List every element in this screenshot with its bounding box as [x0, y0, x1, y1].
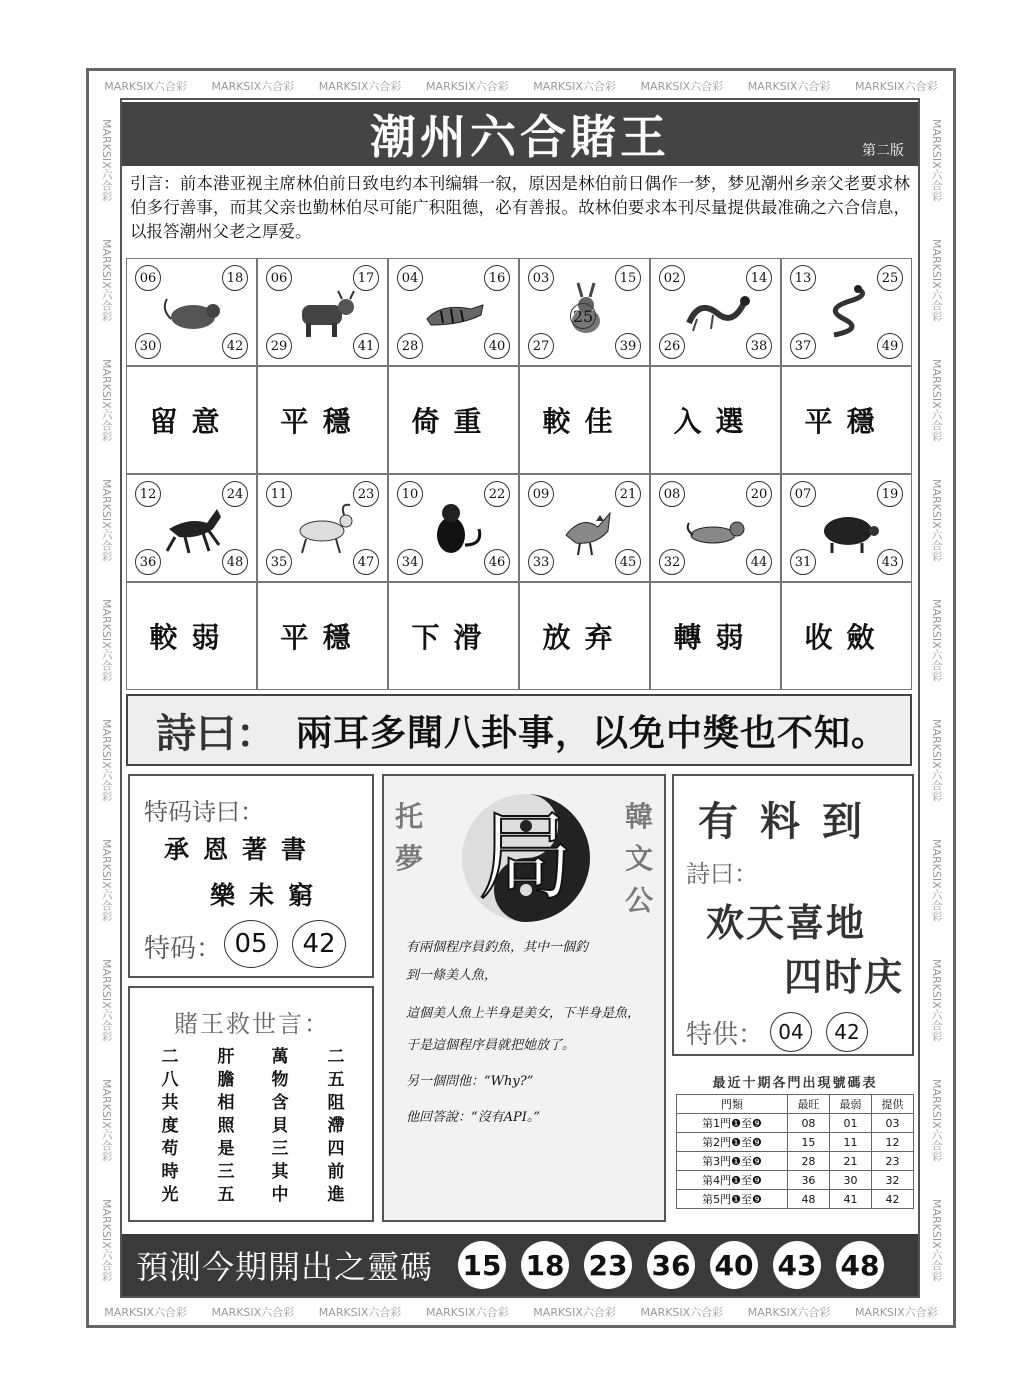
- ylz-box: [672, 774, 914, 1056]
- zodiac-number: 21: [615, 481, 641, 507]
- zodiac-number: 41: [353, 333, 379, 359]
- zodiac-number: 47: [353, 549, 379, 575]
- stats-caption: 最近十期各門出現號碼表: [712, 1076, 878, 1091]
- zodiac-number: 29: [266, 333, 292, 359]
- edition-label: 第二版: [856, 138, 910, 162]
- zodiac-number: 24: [222, 481, 248, 507]
- stats-cell: 32: [871, 1171, 913, 1190]
- zodiac-number: 13: [790, 265, 816, 291]
- saying-column: 二 五 阻 滯 四 前 進: [327, 1047, 345, 1205]
- ylz-phrase-2: 四时庆: [784, 955, 905, 999]
- zodiac-number: 18: [222, 265, 248, 291]
- zodiac-word: 轉弱: [650, 582, 781, 690]
- zodiac-cell: [519, 258, 650, 366]
- stats-header-cell: 最旺: [787, 1095, 829, 1114]
- zodiac-word: 平穩: [257, 366, 388, 474]
- zodiac-row-1-images: [126, 258, 912, 366]
- zodiac-number: 06: [266, 265, 292, 291]
- zodiac-word: 收斂: [781, 582, 912, 690]
- logo-character: 局: [478, 801, 574, 913]
- zodiac-number: 15: [615, 265, 641, 291]
- stats-cell: 23: [871, 1152, 913, 1171]
- page-title: 潮州六合賭王: [370, 110, 670, 164]
- watermark-bottom: MARKSIX六合彩 MARKSIX六合彩 MARKSIX六合彩 MARKSIX六合彩 MARKSIX六合彩 MARKSIX六合彩 MARKSIX六合彩 MARKSIX六合彩: [104, 1306, 938, 1319]
- horse-icon: [159, 495, 227, 561]
- zodiac-cell: [388, 474, 519, 582]
- story-line: 這個美人魚上半身是美女，下半身是魚，: [406, 1006, 641, 1021]
- stats-cell: 第5門❶至❾: [677, 1190, 788, 1209]
- poem-banner: [126, 694, 912, 766]
- story-line: 于是這個程序員就把她放了。: [406, 1038, 576, 1053]
- stats-header-cell: 提供: [871, 1095, 913, 1114]
- watermark-left: MARKSIX六合彩 MARKSIX六合彩 MARKSIX六合彩 MARKSIX六合彩 MARKSIX六合彩 MARKSIX六合彩 MARKSIX六合彩 MARKSIX六合彩 MARKSIX六合彩 MARKSIX六合彩: [100, 118, 113, 1282]
- story-line: 到一條美人魚，: [406, 968, 498, 983]
- dog-icon: [683, 495, 751, 561]
- saying-box: [128, 986, 374, 1222]
- zodiac-number: 36: [135, 549, 161, 575]
- zodiac-number: 08: [659, 481, 685, 507]
- zodiac-number: 07: [790, 481, 816, 507]
- prediction-ball: 15: [458, 1241, 506, 1289]
- zodiac-number: 31: [790, 549, 816, 575]
- prediction-ball: 23: [584, 1241, 632, 1289]
- stats-cell: 30: [829, 1171, 871, 1190]
- zodiac-cell: [781, 258, 912, 366]
- zodiac-number: 25: [877, 265, 903, 291]
- zodiac-number: 06: [135, 265, 161, 291]
- zodiac-number: 10: [397, 481, 423, 507]
- story-line: 他回答說：“沒有API。”: [406, 1110, 541, 1125]
- stats-header-row: [677, 1095, 914, 1114]
- stats-cell: 11: [829, 1133, 871, 1152]
- story-line: 另一個問他：“Why?”: [406, 1074, 534, 1089]
- overlay-number: 25: [570, 303, 596, 329]
- stats-cell: 28: [787, 1152, 829, 1171]
- zodiac-number: 28: [397, 333, 423, 359]
- saying-column: 肝 膽 相 照 是 三 五: [217, 1047, 235, 1205]
- story-line: 有兩個程序員釣魚，其中一個釣: [406, 940, 589, 955]
- zodiac-number: 20: [746, 481, 772, 507]
- goat-icon: [290, 495, 358, 561]
- zodiac-number: 14: [746, 265, 772, 291]
- zodiac-number: 44: [746, 549, 772, 575]
- zodiac-number: 42: [222, 333, 248, 359]
- zodiac-number: 23: [353, 481, 379, 507]
- watermark-top: MARKSIX六合彩 MARKSIX六合彩 MARKSIX六合彩 MARKSIX六合彩 MARKSIX六合彩 MARKSIX六合彩 MARKSIX六合彩 MARKSIX六合彩: [104, 80, 938, 93]
- special-code-label: 特码：: [144, 934, 223, 964]
- zodiac-number: 40: [484, 333, 510, 359]
- story-right-side-text: 韓文公: [624, 800, 653, 917]
- zodiac-row-1-words: [126, 366, 912, 474]
- zodiac-cell: [781, 474, 912, 582]
- zodiac-number: 03: [528, 265, 554, 291]
- stats-cell: 第3門❶至❾: [677, 1152, 788, 1171]
- intro-text: 引言：前本港亚视主席林伯前日致电约本刊编辑一叙，原因是林伯前日偶作一梦，梦见潮州乡亲父老要求林伯多行善事，而其父亲也勤林伯尽可能广积阻德，必有善报。故林伯要求本刊尽量提供最准确之六合信息，以报答潮州父老之厚爱。: [130, 174, 910, 241]
- dragon-icon: [683, 279, 751, 345]
- zodiac-number: 34: [397, 549, 423, 575]
- zodiac-number: 39: [615, 333, 641, 359]
- prediction-label: 預測今期開出之靈碼: [136, 1248, 434, 1286]
- table-row: [677, 1152, 914, 1171]
- zodiac-word: 平穩: [257, 582, 388, 690]
- zodiac-word: 留意: [126, 366, 257, 474]
- zodiac-word: 放弃: [519, 582, 650, 690]
- ylz-poem-label: 詩曰：: [686, 860, 758, 888]
- saying-column: 二 八 共 度 苟 時 光: [161, 1047, 179, 1205]
- zodiac-word: 較佳: [519, 366, 650, 474]
- zodiac-cell: [126, 258, 257, 366]
- poem-text: 兩耳多聞八卦事，以免中獎也不知。: [296, 712, 889, 754]
- zodiac-number: 12: [135, 481, 161, 507]
- special-code-number: 05: [224, 920, 278, 968]
- poem-label: 詩曰：: [156, 710, 276, 757]
- prediction-ball: 43: [773, 1241, 821, 1289]
- prediction-ball: 48: [836, 1241, 884, 1289]
- watermark-right: MARKSIX六合彩 MARKSIX六合彩 MARKSIX六合彩 MARKSIX六合彩 MARKSIX六合彩 MARKSIX六合彩 MARKSIX六合彩 MARKSIX六合彩 MARKSIX六合彩 MARKSIX六合彩: [930, 118, 943, 1282]
- prediction-ball: 36: [647, 1241, 695, 1289]
- special-poem-line-1: 承恩著書: [164, 835, 321, 864]
- zodiac-cell: [257, 258, 388, 366]
- zodiac-grid: [126, 258, 912, 690]
- title-bar: [122, 102, 918, 166]
- zodiac-number: 02: [659, 265, 685, 291]
- pig-icon: [814, 495, 882, 561]
- zodiac-number: 11: [266, 481, 292, 507]
- zodiac-number: 35: [266, 549, 292, 575]
- zodiac-number: 46: [484, 549, 510, 575]
- zodiac-cell: [650, 258, 781, 366]
- rat-icon: [159, 279, 227, 345]
- zodiac-number: 09: [528, 481, 554, 507]
- ox-icon: [290, 279, 358, 345]
- snake-icon: [814, 279, 882, 345]
- prediction-numbers: [443, 1241, 884, 1289]
- prediction-ball: 40: [710, 1241, 758, 1289]
- zodiac-number: 48: [222, 549, 248, 575]
- zodiac-cell: [257, 474, 388, 582]
- ylz-phrase-1: 欢天喜地: [706, 901, 867, 945]
- zodiac-word: 下滑: [388, 582, 519, 690]
- zodiac-number: 04: [397, 265, 423, 291]
- rooster-icon: [552, 495, 620, 561]
- zodiac-number: 43: [877, 549, 903, 575]
- stats-cell: 41: [829, 1190, 871, 1209]
- special-poem-line-2: 樂未窮: [210, 881, 328, 910]
- saying-column: 萬 物 含 貝 三 其 中: [271, 1047, 289, 1205]
- stats-cell: 08: [787, 1114, 829, 1133]
- table-row: [677, 1190, 914, 1209]
- zodiac-number: 16: [484, 265, 510, 291]
- zodiac-number: 26: [659, 333, 685, 359]
- zodiac-cell: [519, 474, 650, 582]
- prediction-bar: [122, 1234, 918, 1296]
- table-row: [677, 1114, 914, 1133]
- zodiac-number: 38: [746, 333, 772, 359]
- zodiac-number: 19: [877, 481, 903, 507]
- monkey-icon: [421, 495, 489, 561]
- zodiac-cell: [126, 474, 257, 582]
- zodiac-number: 30: [135, 333, 161, 359]
- zodiac-number: 49: [877, 333, 903, 359]
- zodiac-cell: [650, 474, 781, 582]
- story-left-side-text: 托夢: [394, 800, 423, 875]
- zodiac-number: 45: [615, 549, 641, 575]
- special-poem-heading: 特码诗曰：: [144, 798, 264, 826]
- stats-cell: 01: [829, 1114, 871, 1133]
- zodiac-number: 17: [353, 265, 379, 291]
- stats-cell: 36: [787, 1171, 829, 1190]
- zodiac-number: 22: [484, 481, 510, 507]
- prediction-ball: 18: [521, 1241, 569, 1289]
- zodiac-word: 較弱: [126, 582, 257, 690]
- yin-yang-logo-icon: [458, 790, 594, 926]
- saying-heading: 賭王救世言：: [174, 1010, 330, 1038]
- zodiac-word: 平穩: [781, 366, 912, 474]
- stats-cell: 42: [871, 1190, 913, 1209]
- stats-body: [677, 1114, 914, 1209]
- ylz-special-number: 42: [826, 1012, 868, 1052]
- ylz-special-number: 04: [770, 1012, 812, 1052]
- stats-grid: [676, 1094, 914, 1209]
- stats-cell: 48: [787, 1190, 829, 1209]
- zodiac-number: 27: [528, 333, 554, 359]
- stats-cell: 15: [787, 1133, 829, 1152]
- stats-header-cell: 最弱: [829, 1095, 871, 1114]
- ylz-special-label: 特供：: [686, 1020, 765, 1050]
- tiger-icon: [421, 279, 489, 345]
- zodiac-number: 32: [659, 549, 685, 575]
- zodiac-row-2-images: [126, 474, 912, 582]
- zodiac-cell: [388, 258, 519, 366]
- zodiac-word: 入選: [650, 366, 781, 474]
- zodiac-number: 37: [790, 333, 816, 359]
- special-code-number: 42: [292, 920, 346, 968]
- table-row: [677, 1133, 914, 1152]
- stats-cell: 03: [871, 1114, 913, 1133]
- door-stats-table: [676, 1072, 914, 1209]
- zodiac-number: 33: [528, 549, 554, 575]
- story-box: [382, 774, 666, 1222]
- table-row: [677, 1171, 914, 1190]
- ylz-heading: 有料到: [698, 799, 884, 845]
- stats-cell: 第1門❶至❾: [677, 1114, 788, 1133]
- stats-cell: 21: [829, 1152, 871, 1171]
- zodiac-row-2-words: [126, 582, 912, 690]
- stats-header-cell: 門類: [677, 1095, 788, 1114]
- special-poem-box: [128, 774, 374, 978]
- stats-cell: 12: [871, 1133, 913, 1152]
- zodiac-word: 倚重: [388, 366, 519, 474]
- stats-cell: 第4門❶至❾: [677, 1171, 788, 1190]
- stats-cell: 第2門❶至❾: [677, 1133, 788, 1152]
